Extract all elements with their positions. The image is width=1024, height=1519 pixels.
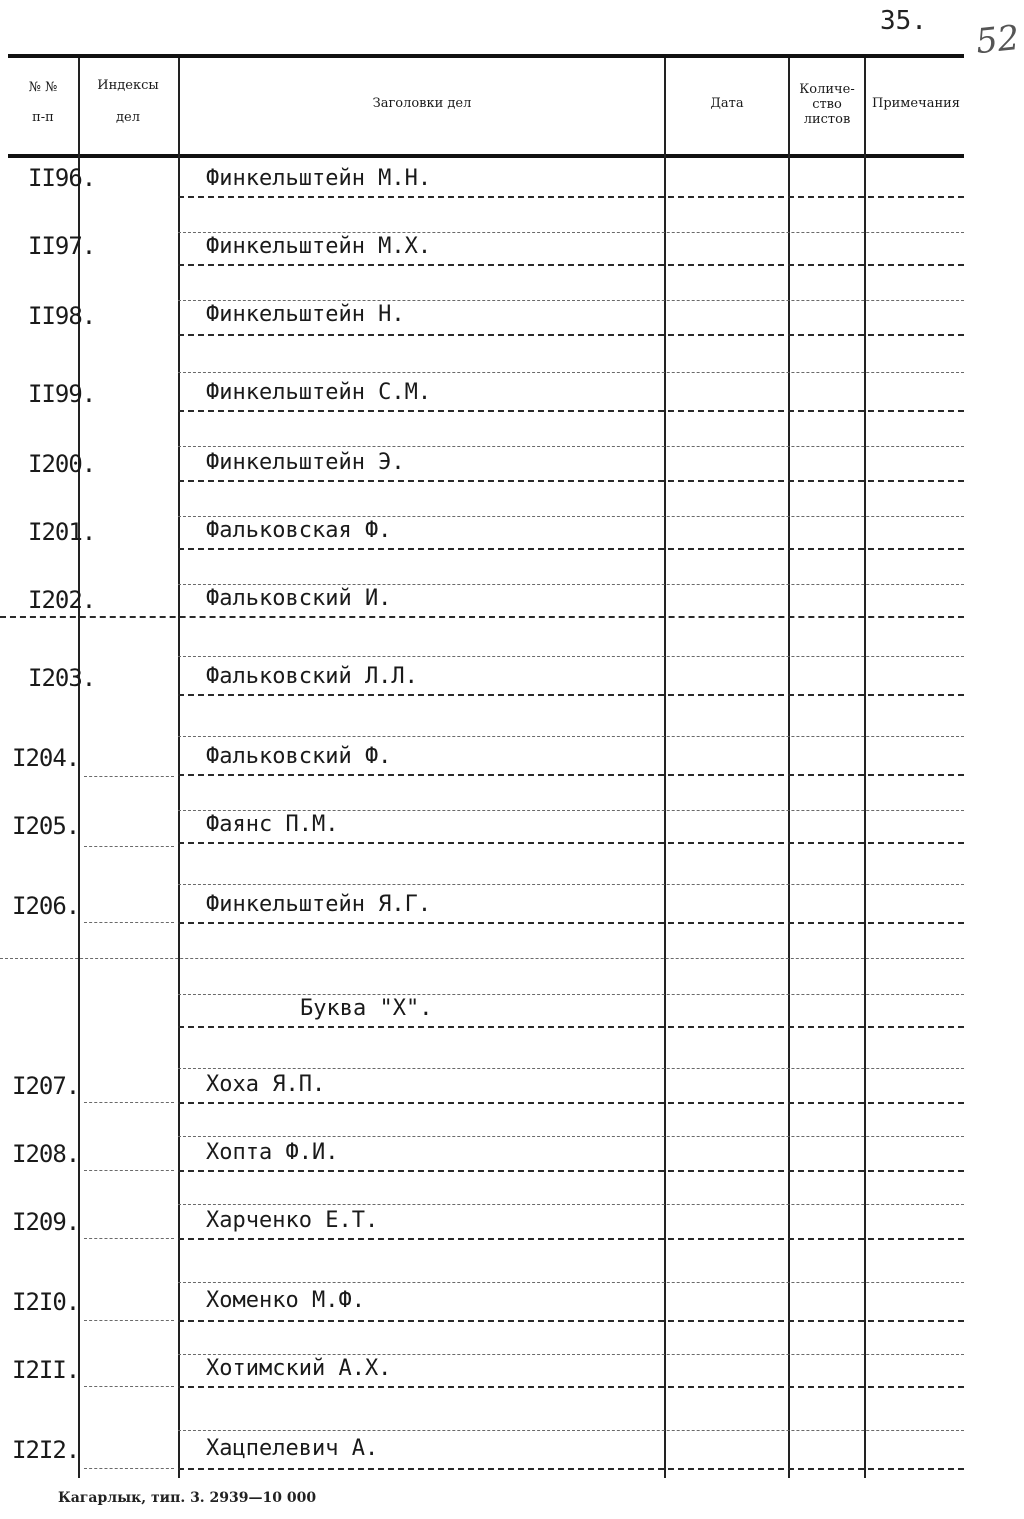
case-title: Финкельштейн Я.Г.: [206, 892, 432, 917]
case-title: Фальковский И.: [206, 586, 392, 611]
header-date: Дата: [710, 96, 744, 111]
case-number: I2I0.: [12, 1288, 80, 1316]
printer-imprint: Кагарлык, тип. 3. 2939—10 000: [58, 1490, 317, 1506]
row-rule: [178, 1102, 964, 1104]
page-number: 35.: [880, 6, 927, 36]
row-rule: [178, 1282, 964, 1283]
index-rule: [84, 922, 174, 923]
row-rule: [178, 1354, 964, 1355]
case-number: I2I2.: [12, 1436, 80, 1464]
header-index: [80, 78, 176, 126]
column-divider-count: [864, 58, 866, 1478]
row-rule: [178, 1386, 964, 1388]
column-divider-index: [178, 58, 180, 1478]
row-rule: [178, 774, 964, 776]
case-title: Фальковский Ф.: [206, 744, 392, 769]
case-title: Финкельштейн Э.: [206, 450, 405, 475]
index-rule: [84, 1102, 174, 1103]
header-count: [790, 82, 864, 127]
case-number: I208.: [12, 1140, 80, 1168]
column-divider-date: [788, 58, 790, 1478]
case-title: Финкельштейн Н.: [206, 302, 405, 327]
case-title: Хоха Я.П.: [206, 1072, 326, 1097]
row-rule: [178, 372, 964, 373]
header-index-line1: Индексы: [97, 78, 159, 93]
case-number: I202.: [28, 586, 96, 614]
header-num-line1: № №: [28, 80, 58, 95]
case-number: I203.: [28, 664, 96, 692]
row-rule: [178, 196, 964, 198]
row-rule: [178, 1238, 964, 1240]
row-rule: [178, 1026, 964, 1028]
row-rule: [178, 1430, 964, 1431]
row-rule: [178, 842, 964, 844]
case-number: I200.: [28, 450, 96, 478]
case-number: I2II.: [12, 1356, 80, 1384]
case-number: II96.: [28, 164, 96, 192]
row-rule: [178, 264, 964, 266]
row-rule: [178, 736, 964, 737]
case-number: II98.: [28, 302, 96, 330]
row-rule: [178, 548, 964, 550]
row-rule: [178, 334, 964, 336]
row-rule: [178, 300, 964, 301]
case-number: I205.: [12, 812, 80, 840]
index-rule: [84, 1320, 174, 1321]
row-rule: [178, 480, 964, 482]
case-title: Хоменко М.Ф.: [206, 1288, 365, 1313]
case-number: II99.: [28, 380, 96, 408]
row-rule: [178, 922, 964, 924]
index-rule: [84, 1238, 174, 1239]
case-title: Хотимский А.Х.: [206, 1356, 392, 1381]
row-rule: [178, 232, 964, 233]
row-rule: [178, 1320, 964, 1322]
archive-folio-mark: 52: [974, 17, 1022, 63]
row-rule: [0, 958, 964, 959]
index-rule: [84, 846, 174, 847]
column-divider-title: [664, 58, 666, 1478]
case-number: I207.: [12, 1072, 80, 1100]
header-notes: Примечания: [871, 96, 960, 111]
case-title: Фальковская Ф.: [206, 518, 392, 543]
case-number: II97.: [28, 232, 96, 260]
header-count-line2: ство: [812, 97, 842, 112]
case-number: I201.: [28, 518, 96, 546]
header-top-rule: [8, 54, 964, 58]
case-title: Финкельштейн М.Х.: [206, 234, 432, 259]
row-rule: [178, 656, 964, 657]
header-title: Заголовки дел: [372, 96, 472, 111]
row-rule: [178, 810, 964, 811]
section-heading: Буква "Х".: [300, 996, 433, 1021]
index-rule: [84, 1468, 174, 1469]
case-title: Финкельштейн С.М.: [206, 380, 432, 405]
case-title: Фальковский Л.Л.: [206, 664, 418, 689]
row-rule: [178, 1170, 964, 1172]
header-bottom-rule: [8, 154, 964, 158]
index-rule: [84, 776, 174, 777]
row-rule: [178, 1068, 964, 1069]
case-title: Хопта Ф.И.: [206, 1140, 339, 1165]
header-num-line2: п-п: [32, 110, 54, 125]
header-count-line1: Количе-: [799, 82, 855, 97]
header-num: [10, 80, 76, 126]
row-rule: [178, 994, 964, 995]
case-title: Харченко Е.Т.: [206, 1208, 379, 1233]
row-rule: [178, 584, 964, 585]
row-rule: [178, 884, 964, 885]
row-rule: [178, 694, 964, 696]
row-rule: [178, 1136, 964, 1137]
case-title: Хацпелевич А.: [206, 1436, 379, 1461]
row-rule: [178, 410, 964, 412]
header-index-line2: дел: [116, 110, 140, 125]
header-count-line3: листов: [803, 112, 851, 127]
index-rule: [84, 1170, 174, 1171]
case-title: Фаянс П.М.: [206, 812, 339, 837]
row-rule: [178, 446, 964, 447]
case-number: I206.: [12, 892, 80, 920]
case-title: Финкельштейн М.Н.: [206, 166, 432, 191]
row-rule: [178, 1468, 964, 1470]
index-rule: [84, 1386, 174, 1387]
row-rule: [178, 1204, 964, 1205]
case-number: I204.: [12, 744, 80, 772]
row-rule: [178, 516, 964, 517]
row-rule: [0, 616, 964, 618]
case-number: I209.: [12, 1208, 80, 1236]
